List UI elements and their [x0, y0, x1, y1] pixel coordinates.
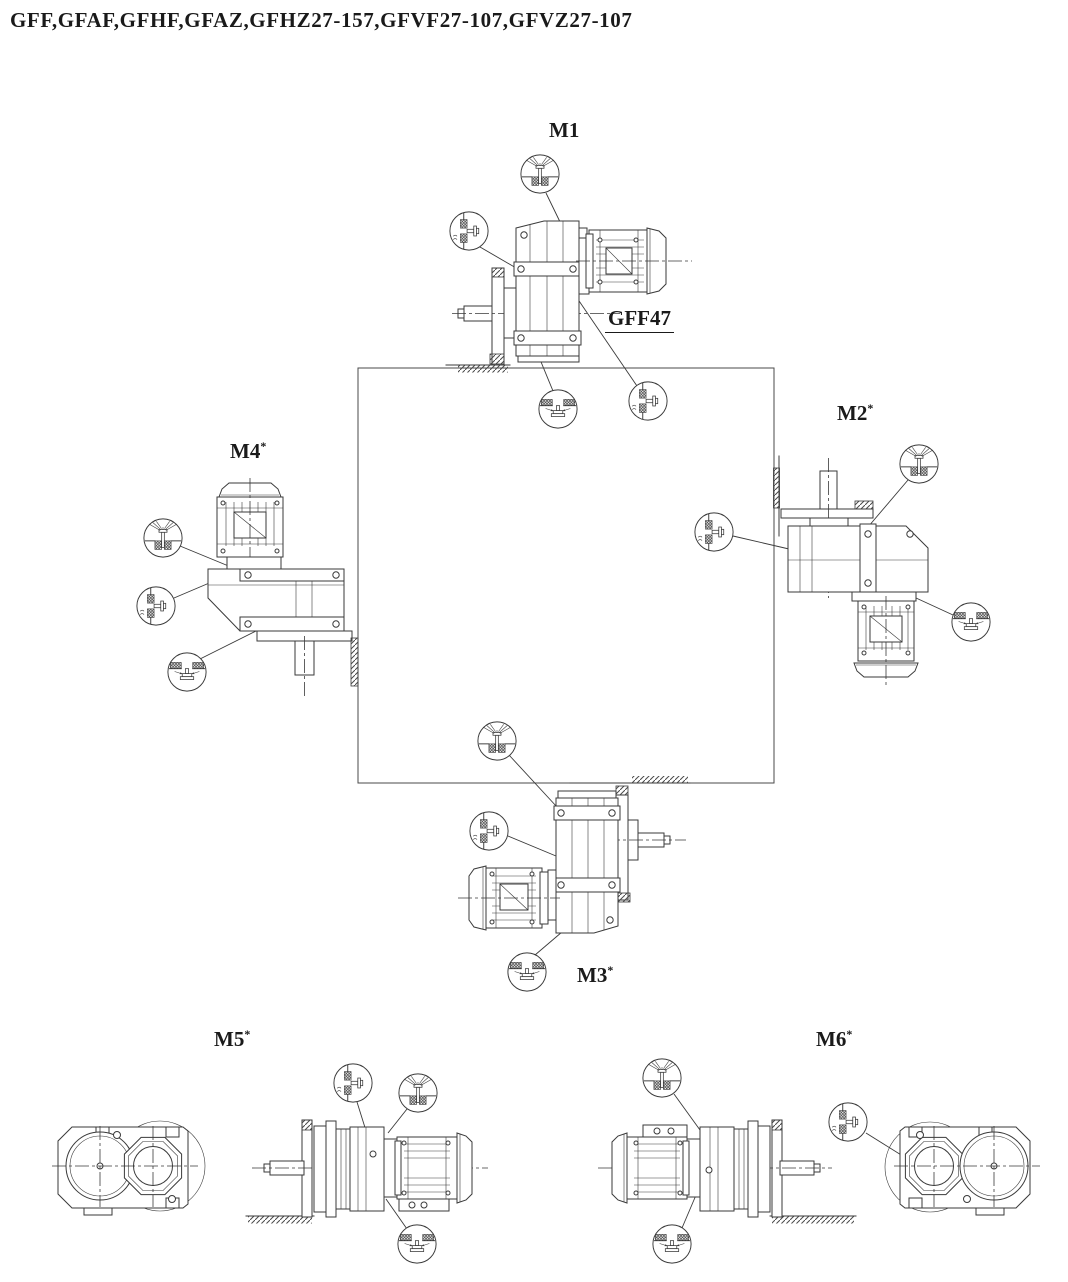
m2-breather-vent-plug-icon	[900, 445, 938, 483]
m5-oil-drain-plug-icon	[398, 1225, 436, 1263]
m4-callouts	[137, 519, 206, 691]
label-m3-star: *	[607, 963, 614, 977]
m3-breather-vent-plug-icon	[478, 722, 516, 760]
label-m2-text: M2	[837, 401, 868, 425]
mounting-cube-face	[358, 368, 774, 783]
m4-gearmotor-drawing	[208, 478, 358, 698]
label-m1-text: M1	[549, 118, 580, 142]
label-m5	[214, 1027, 250, 1052]
m3-oil-drain-plug-icon	[508, 953, 546, 991]
label-m4	[230, 439, 266, 464]
m3-gearmotor-drawing	[458, 776, 690, 933]
m5-end-view-drawing	[52, 1121, 205, 1215]
m6-end-view-drawing	[885, 1122, 1040, 1215]
m2-gearmotor-drawing	[774, 456, 929, 688]
m4-oil-drain-plug-icon	[168, 653, 206, 691]
m2-oil-level-plug-icon	[695, 513, 733, 551]
m4-breather-vent-plug-icon	[144, 519, 182, 557]
m5-side-view-drawing	[246, 1120, 488, 1224]
m1-oil-level-plug-icon	[450, 212, 488, 250]
m6-oil-drain-plug-icon	[653, 1225, 691, 1263]
label-m4-text: M4	[230, 439, 261, 463]
label-m4-star: *	[260, 439, 267, 453]
label-m1	[549, 118, 579, 143]
m1-oil-level-plug-icon-2	[629, 382, 667, 420]
m5-breather-vent-plug-icon	[399, 1074, 437, 1112]
m5-oil-level-plug-icon	[334, 1064, 372, 1102]
label-m6-star: *	[846, 1027, 853, 1041]
m6-oil-level-plug-icon	[829, 1103, 867, 1141]
m3-callouts	[470, 722, 546, 991]
label-m3-text: M3	[577, 963, 608, 987]
label-m3	[577, 963, 613, 988]
m1-breather-vent-plug-icon	[521, 155, 559, 193]
m1-oil-drain-plug-icon	[539, 390, 577, 428]
m3-oil-level-plug-icon	[470, 812, 508, 850]
m2-oil-drain-plug-icon	[952, 603, 990, 641]
label-m2-star: *	[867, 401, 874, 415]
m6-side-view-drawing	[598, 1120, 856, 1224]
label-m2	[837, 401, 873, 426]
model-callout-label: GFF47	[605, 306, 674, 333]
label-m5-text: M5	[214, 1027, 245, 1051]
m6-breather-vent-plug-icon	[643, 1059, 681, 1097]
label-m6-text: M6	[816, 1027, 847, 1051]
m4-oil-level-plug-icon	[137, 587, 175, 625]
page-title: GFF,GFAF,GFHF,GFAZ,GFHZ27-157,GFVF27-107,GFVZ27-107	[10, 8, 633, 32]
label-m5-star: *	[244, 1027, 251, 1041]
label-m6	[816, 1027, 852, 1052]
